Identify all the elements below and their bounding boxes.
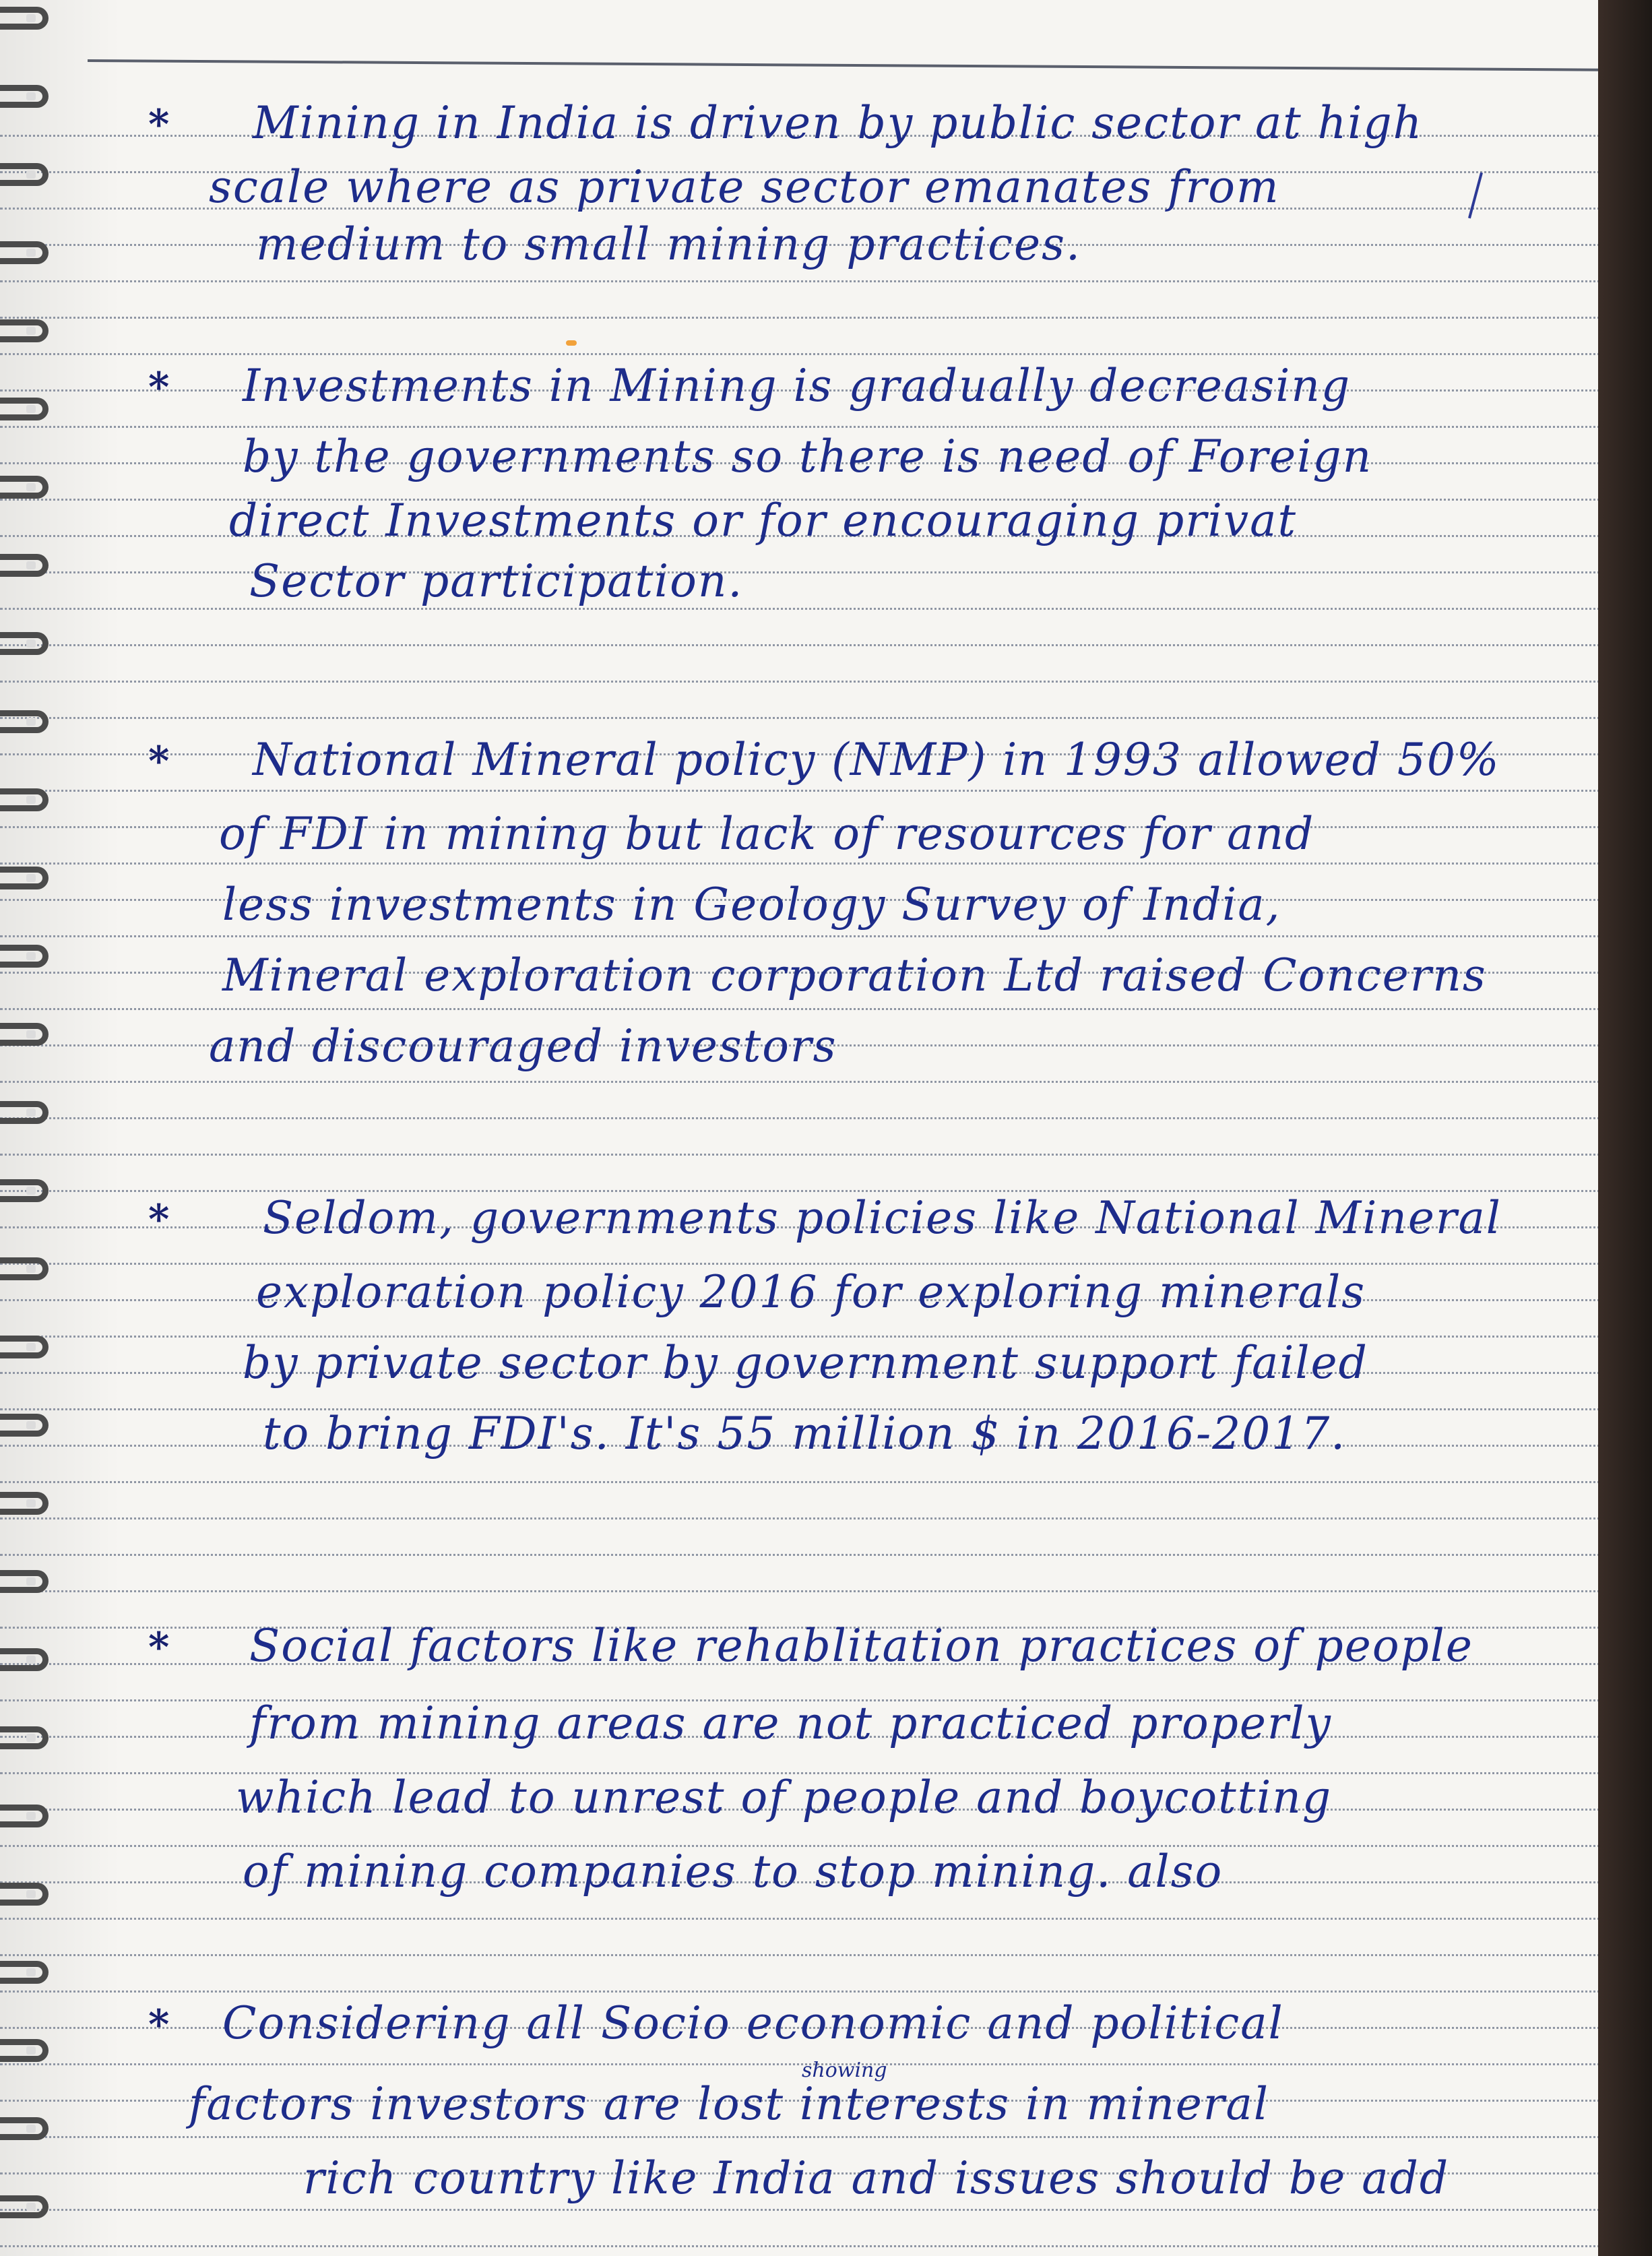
ruled-line <box>0 790 1617 792</box>
note-line: National Mineral policy (NMP) in 1993 allowed 50% <box>253 734 1500 786</box>
ruled-line <box>0 1481 1617 1483</box>
spiral-binding <box>0 0 81 2256</box>
spiral-ring <box>0 398 49 420</box>
ruled-line <box>0 863 1617 865</box>
pen-stroke-mark <box>1468 173 1483 219</box>
note-line: Considering all Socio economic and political <box>222 1997 1284 2049</box>
note-line: scale where as private sector emanates from <box>209 161 1280 213</box>
spiral-ring <box>0 1257 49 1280</box>
spiral-ring <box>0 1414 49 1437</box>
ruled-line <box>0 2209 1617 2211</box>
ruled-line <box>0 1117 1617 1119</box>
spiral-ring <box>0 788 49 811</box>
bullet-star-icon: * <box>148 364 170 411</box>
spiral-ring <box>0 1805 49 1827</box>
note-line: to bring FDI's. It's 55 million $ in 2016-2017. <box>263 1408 1347 1460</box>
ruled-line <box>0 1918 1617 1920</box>
spiral-ring <box>0 476 49 499</box>
spiral-ring <box>0 319 49 342</box>
insertion-note: showing <box>802 2059 887 2082</box>
ruled-line <box>0 571 1617 573</box>
spiral-ring <box>0 1961 49 1984</box>
ruled-line <box>0 1263 1617 1265</box>
ruled-line <box>0 353 1617 355</box>
spiral-ring <box>0 1023 49 1046</box>
bullet-star-icon: * <box>148 101 170 148</box>
note-line: Seldom, governments policies like National Mineral <box>263 1192 1502 1244</box>
ruled-line <box>0 1590 1617 1592</box>
ruled-line <box>0 2245 1617 2247</box>
spiral-ring <box>0 867 49 889</box>
note-line: medium to small mining practices. <box>256 218 1081 270</box>
note-line: Investments in Mining is gradually decreasing <box>243 360 1352 412</box>
background-edge <box>1598 0 1652 2256</box>
ruled-line <box>0 426 1617 428</box>
note-line: Sector participation. <box>249 555 744 607</box>
note-line: from mining areas are not practiced properly <box>249 1697 1332 1749</box>
spiral-ring <box>0 85 49 108</box>
spiral-ring <box>0 2117 49 2140</box>
spiral-ring <box>0 1883 49 1906</box>
bullet-star-icon: * <box>148 2001 170 2048</box>
note-line: Social factors like rehablitation practices of people <box>249 1620 1473 1672</box>
ruled-line <box>0 644 1617 646</box>
spiral-ring <box>0 1492 49 1515</box>
ruled-line <box>0 317 1617 319</box>
note-line: Mining in India is driven by public sector at high <box>253 97 1424 149</box>
ruled-line <box>0 717 1617 719</box>
orange-mark <box>566 340 577 346</box>
spiral-ring <box>0 2039 49 2062</box>
bullet-star-icon: * <box>148 1196 170 1243</box>
spiral-ring <box>0 1179 49 1202</box>
note-line: which lead to unrest of people and boycotting <box>236 1772 1333 1823</box>
bullet-star-icon: * <box>148 1624 170 1671</box>
spiral-ring <box>0 1648 49 1671</box>
ruled-line <box>0 608 1617 610</box>
ruled-line <box>0 280 1617 282</box>
ruled-line <box>0 1517 1617 1519</box>
note-line: Mineral exploration corporation Ltd raised Concerns <box>222 949 1487 1001</box>
note-line: by the governments so there is need of Foreign <box>243 431 1373 482</box>
top-margin-line <box>88 59 1617 71</box>
spiral-ring <box>0 632 49 655</box>
note-line: factors investors are lost interests in mineral <box>189 2078 1269 2130</box>
spiral-ring <box>0 710 49 733</box>
spiral-ring <box>0 2195 49 2218</box>
note-line: less investments in Geology Survey of India, <box>222 879 1281 931</box>
note-line: of mining companies to stop mining. also <box>243 1846 1224 1898</box>
note-line: direct Investments or for encouraging privat <box>229 495 1298 546</box>
ruled-line <box>0 1008 1617 1010</box>
note-line: rich country like India and issues should be add <box>303 2152 1450 2204</box>
bullet-star-icon: * <box>148 738 170 785</box>
spiral-ring <box>0 1336 49 1358</box>
spiral-ring <box>0 1101 49 1124</box>
ruled-line <box>0 1154 1617 1156</box>
spiral-ring <box>0 1570 49 1593</box>
spiral-ring <box>0 7 49 30</box>
ruled-line <box>0 1954 1617 1956</box>
ruled-line <box>0 1554 1617 1556</box>
ruled-line <box>0 681 1617 683</box>
spiral-ring <box>0 554 49 577</box>
spiral-ring <box>0 1726 49 1749</box>
spiral-ring <box>0 241 49 264</box>
spiral-ring <box>0 945 49 968</box>
note-line: and discouraged investors <box>209 1020 837 1072</box>
spiral-ring <box>0 163 49 186</box>
ruled-line <box>0 935 1617 937</box>
ruled-line <box>0 1991 1617 1993</box>
note-line: by private sector by government support failed <box>243 1337 1368 1389</box>
note-line: of FDI in mining but lack of resources for and <box>219 808 1315 860</box>
note-line: exploration policy 2016 for exploring minerals <box>256 1266 1366 1318</box>
ruled-line <box>0 1081 1617 1083</box>
ruled-line <box>0 2136 1617 2138</box>
